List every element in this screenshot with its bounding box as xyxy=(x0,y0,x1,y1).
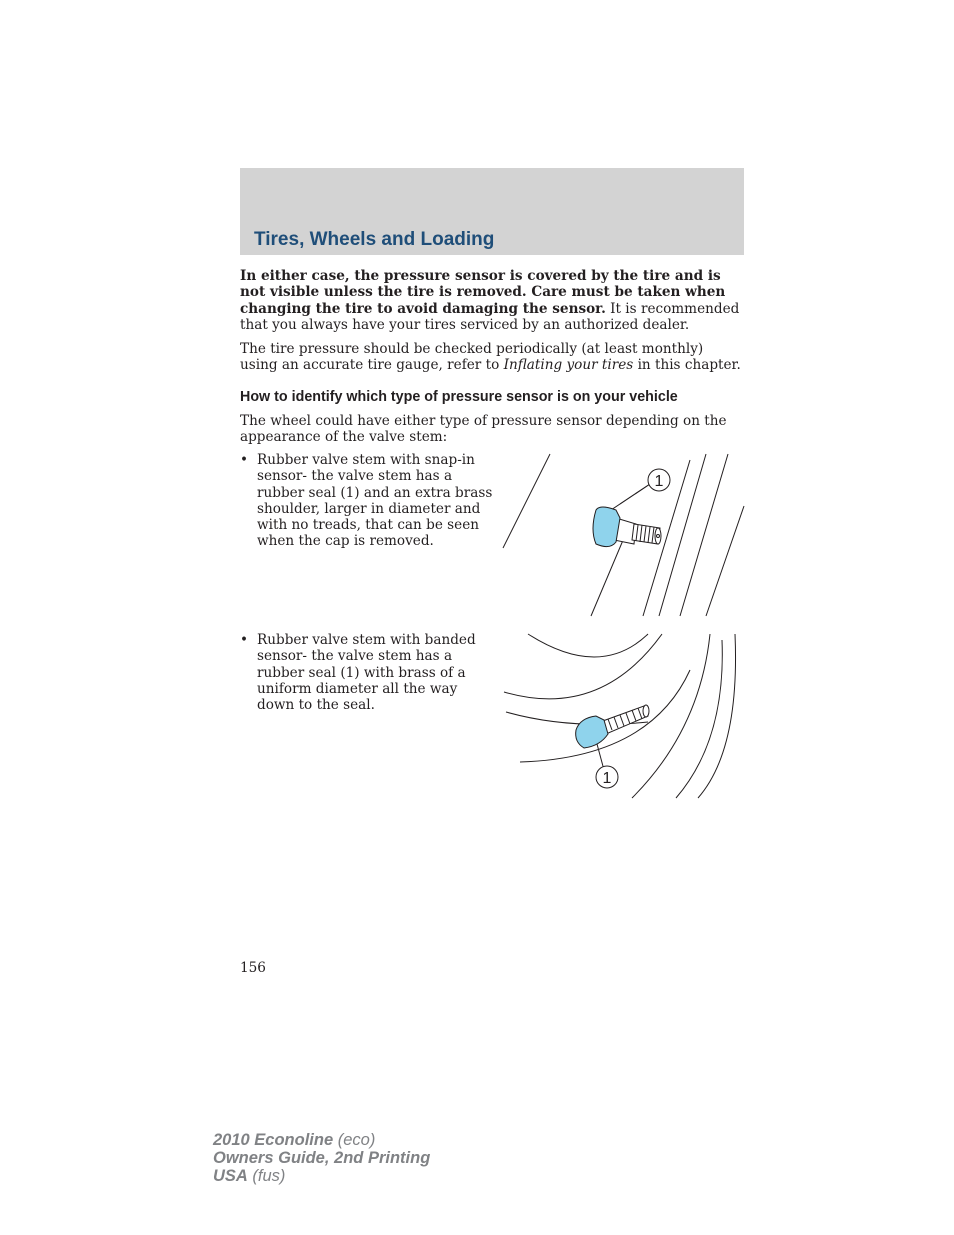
threaded-stem xyxy=(600,705,649,734)
banded-valve-stem-illustration xyxy=(500,630,750,800)
pressure-check-text: The tire pressure should be checked periodically (at least monthly) using an accurate tire gauge, refer to xyxy=(240,341,704,374)
paragraph-sensor-types: The wheel could have either type of pressure sensor depending on the appearance of the valve stem: xyxy=(240,413,727,446)
footer-market-code: (fus) xyxy=(247,1167,286,1185)
tire-edge-line xyxy=(503,454,550,548)
pressure-check-text-end: in this chapter. xyxy=(633,357,741,374)
rubber-seal xyxy=(576,716,608,748)
bullet-text: Rubber valve stem with snap-in sensor- the valve stem has a rubber seal (1) and an extra brass shoulder, larger in diameter and with no treads, that can be seen when the cap is removed. xyxy=(257,452,493,550)
bullet-dot: • xyxy=(240,632,249,648)
list-item-snap-in-sensor xyxy=(240,452,495,550)
subheading-identify-sensor: How to identify which type of pressure sensor is on your vehicle xyxy=(240,389,678,405)
footer-market: USA xyxy=(213,1167,248,1185)
footer-model: 2010 Econoline xyxy=(213,1131,334,1149)
bullet-dot: • xyxy=(240,452,249,468)
sensor-warning-bold: In either case, the pressure sensor is covered by the tire and is not visible unless the tire is removed. Care must be taken when changing the tire to avoid damaging the sensor. xyxy=(240,268,726,317)
section-title: Tires, Wheels and Loading xyxy=(254,229,495,250)
tire-arc-line xyxy=(676,640,722,798)
tire-arc-line xyxy=(698,634,736,798)
snap-in-callout-label: 1 xyxy=(654,473,664,490)
snap-in-valve-stem-illustration xyxy=(500,450,750,620)
footer-line-market xyxy=(213,1167,430,1185)
sensor-warning-rest: It is recommended that you always have your tires serviced by an authorized dealer. xyxy=(240,300,740,333)
page-number: 156 xyxy=(240,960,266,976)
footer-model-code: (eco) xyxy=(333,1131,376,1149)
bullet-text: Rubber valve stem with banded sensor- the valve stem has a rubber seal (1) with brass of a uniform diameter all the way down to the seal. xyxy=(257,632,476,714)
rubber-seal xyxy=(593,507,620,547)
footer-line-guide: Owners Guide, 2nd Printing xyxy=(213,1149,431,1167)
tire-edge-line xyxy=(680,454,728,616)
tire-arc-line xyxy=(520,670,690,762)
inflating-tires-reference: Inflating your tires xyxy=(503,357,634,374)
tire-arc-line xyxy=(528,634,648,657)
list-item-banded-sensor xyxy=(240,632,495,713)
callout-leader xyxy=(608,484,650,512)
tire-arc-line xyxy=(504,634,662,699)
document-footer xyxy=(213,1131,430,1185)
section-header-band xyxy=(240,168,744,255)
threaded-stem xyxy=(632,524,661,544)
footer-line-model xyxy=(213,1131,430,1149)
paragraph-sensor-warning xyxy=(240,268,745,333)
paragraph-pressure-check xyxy=(240,341,745,374)
banded-callout-label: 1 xyxy=(602,770,612,787)
tire-edge-line xyxy=(706,506,744,616)
